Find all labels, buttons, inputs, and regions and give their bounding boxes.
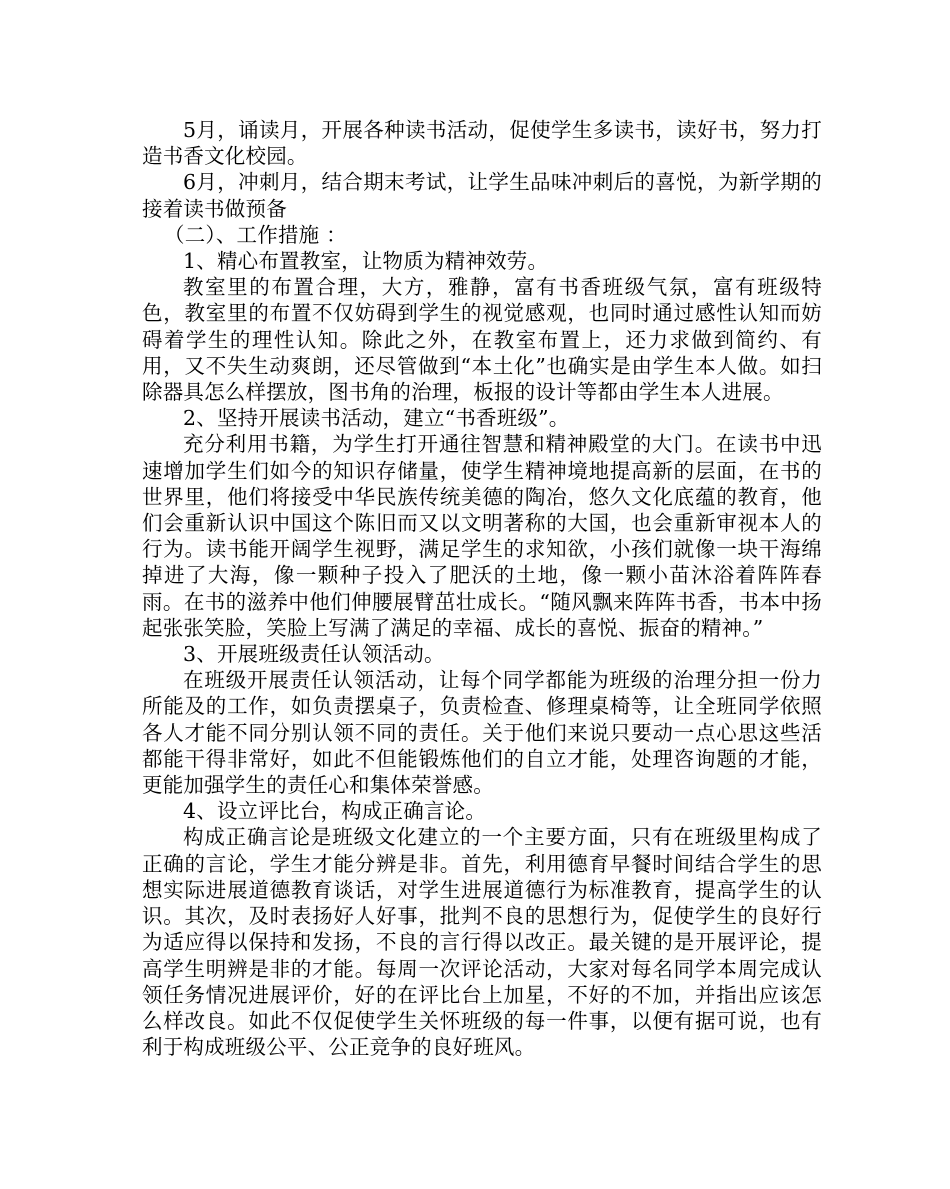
section-heading-work-measures: （二）、工作措施 ：	[164, 222, 347, 247]
measure-heading-1: 1、精心布置教室，让物质为精神效劳。	[183, 249, 549, 274]
measure-heading-3: 3、开展班级责任认领活动。	[183, 642, 445, 667]
measure-body-4: 构成正确言论是班级文化建立的一个主要方面，只有在班级里构成了正确的言论，学生才能分辨是非。首先，利用德育早餐时间结合学生的思想实际进展道德教育谈话，对学生进展道德行为标准教育，提高学生的认识。其次，及时表扬好人好事，批判不良的思想行为，促使学生的良好行为适应得以保持和发扬，不良的言行得以改正。最关键的是开展评论，提高学生明辨是非的才能。每周一次评论活动，大家对每名同学本周完成认领任务情况进展评价，好的在评比台上加星，不好的不加，并指出应该怎么样改良。如此不仅促使学生关怀班级的每一件事，以便有据可说，也有利于构成班级公平、公正竞争的良好班风。	[142, 825, 822, 1060]
measure-body-1: 教室里的布置合理，大方，雅静，富有书香班级气氛，富有班级特色，教室里的布置不仅妨碍到学生的视觉感观，也同时通过感性认知而妨碍着学生的理性认知。除此之外，在教室布置上，还力求做到简约、有用，又不失生动爽朗，还尽管做到“本土化”也确实是由学生本人做。如扫除器具怎么样摆放，图书角的治理，板报的设计等都由学生本人进展。	[142, 275, 822, 405]
measure-heading-2: 2、坚持开展读书活动，建立“书香班级”。	[183, 406, 570, 431]
paragraph-may-plan: 5月，诵读月，开展各种读书活动，促使学生多读书，读好书，努力打造书香文化校园。	[142, 118, 822, 169]
paragraph-june-plan: 6月，冲刺月，结合期末考试，让学生品味冲刺后的喜悦，为新学期的接着读书做预备	[142, 170, 822, 221]
measure-body-2: 充分利用书籍，为学生打开通往智慧和精神殿堂的大门。在读书中迅速增加学生们如今的知识存储量，使学生精神境地提高新的层面，在书的世界里，他们将接受中华民族传统美德的陶冶，悠久文化底蕴的教育，他们会重新认识中国这个陈旧而又以文明著称的大国，也会重新审视本人的行为。读书能开阔学生视野，满足学生的求知欲，小孩们就像一块干海绵掉进了大海，像一颗种子投入了肥沃的土地，像一颗小苗沐浴着阵阵春雨。在书的滋养中他们伸腰展臂茁壮成长。“随风飘来阵阵书香，书本中扬起张张笑脸，笑脸上写满了满足的幸福、成长的喜悦、振奋的精神。”	[142, 432, 822, 640]
document-page	[142, 117, 822, 1060]
measure-body-3: 在班级开展责任认领活动，让每个同学都能为班级的治理分担一份力所能及的工作，如负责摆桌子，负责检查、修理桌椅等，让全班同学依照各人才能不同分别认领不同的责任。关于他们来说只要动一点心思这些活都能干得非常好，如此不但能锻炼他们的自立才能，处理咨询题的才能，更能加强学生的责任心和集体荣誉感。	[142, 668, 822, 798]
measure-heading-4: 4、设立评比台，构成正确言论。	[183, 799, 487, 824]
